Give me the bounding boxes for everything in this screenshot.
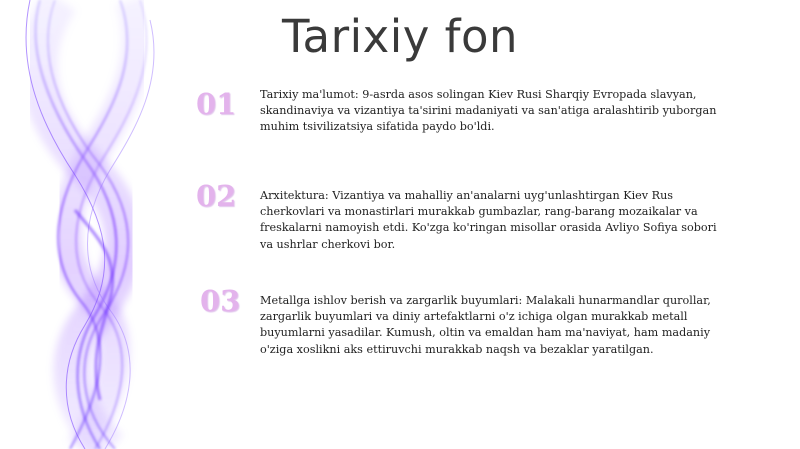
item-number: 03 — [200, 284, 241, 318]
purple-smoke-decoration — [0, 0, 220, 449]
item-text: Metallga ishlov berish va zargarlik buyumlari: Malakali hunarmandlar qurollar, zargarlik buyumlari va diniy artefaktlarni o'z ichiga olgan murakkab metall buyumlarni yasadilar. Kumush, oltin va emaldan ham ma'naviyat, ham madaniy o'ziga xoslikni aks ettiruvchi murakkab naqsh va bezaklar yaratilgan. — [260, 294, 711, 356]
item-text: Arxitektura: Vizantiya va mahalliy an'analarni uyg'unlashtirgan Kiev Rus cherkovlari va monastirlari murakkab gumbazlar, rang-barang mozaikalar va freskalarni namoyish etdi. Ko'zga ko'ringan misollar orasida Avliyo Sofiya sobori va ushrlar cherkovi bor. — [260, 189, 717, 251]
item-number: 01 — [196, 87, 237, 121]
item-text: Tarixiy ma'lumot: 9-asrda asos solingan Kiev Rusi Sharqiy Evropada slavyan, skandinaviya va vizantiya ta'sirini madaniyati va san'atiga aralashtirib yuborgan muhim tsivilizatsiya sifatida paydo bo'ldi. — [260, 88, 717, 134]
slide-title: Tarixiy fon — [282, 10, 519, 63]
item-number: 02 — [196, 179, 237, 213]
